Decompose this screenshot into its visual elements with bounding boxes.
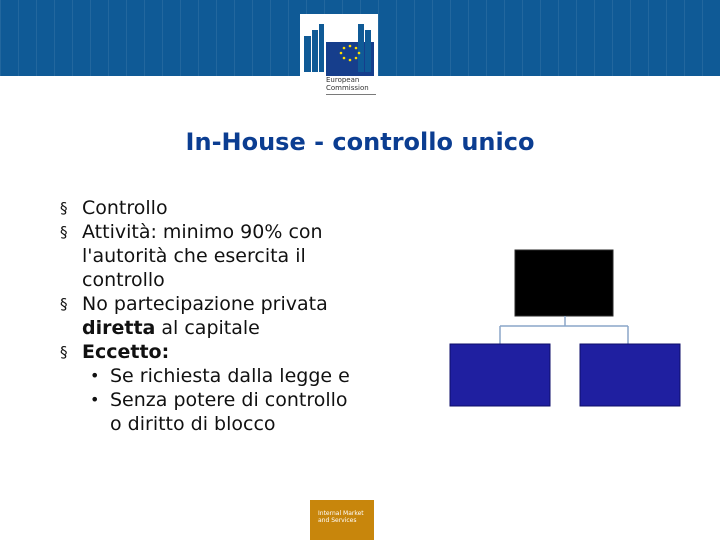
- square-bullet-icon: §: [60, 295, 68, 313]
- bullet-item: § Attività: minimo 90% con l'autorità che esercita il controllo: [60, 221, 323, 291]
- footer-dg-logo: [310, 500, 374, 540]
- footer-line1: Internal Market: [318, 510, 364, 517]
- bullet-item: § Controllo: [60, 197, 168, 219]
- child-box-right: [580, 344, 680, 406]
- sub-bullet-item: • Se richiesta dalla legge e: [90, 365, 350, 387]
- slide-title: In-House - controllo unico: [185, 128, 535, 156]
- square-bullet-icon: §: [60, 343, 68, 361]
- square-bullet-icon: §: [60, 199, 68, 217]
- logo-line2: Commission: [326, 84, 369, 92]
- sub-bullet-item: • Senza potere di controllo o diritto di blocco: [90, 389, 348, 435]
- child-box-left: [450, 344, 550, 406]
- bullet-item: § Eccetto:: [60, 341, 170, 363]
- footer-line2: and Services: [318, 517, 357, 524]
- square-bullet-icon: §: [60, 223, 68, 241]
- dot-bullet-icon: •: [90, 366, 100, 385]
- bullet-item: § No partecipazione privata diretta al capitale: [60, 293, 328, 339]
- logo-line1: European: [326, 76, 360, 84]
- dot-bullet-icon: •: [90, 390, 100, 409]
- parent-box: [515, 250, 613, 316]
